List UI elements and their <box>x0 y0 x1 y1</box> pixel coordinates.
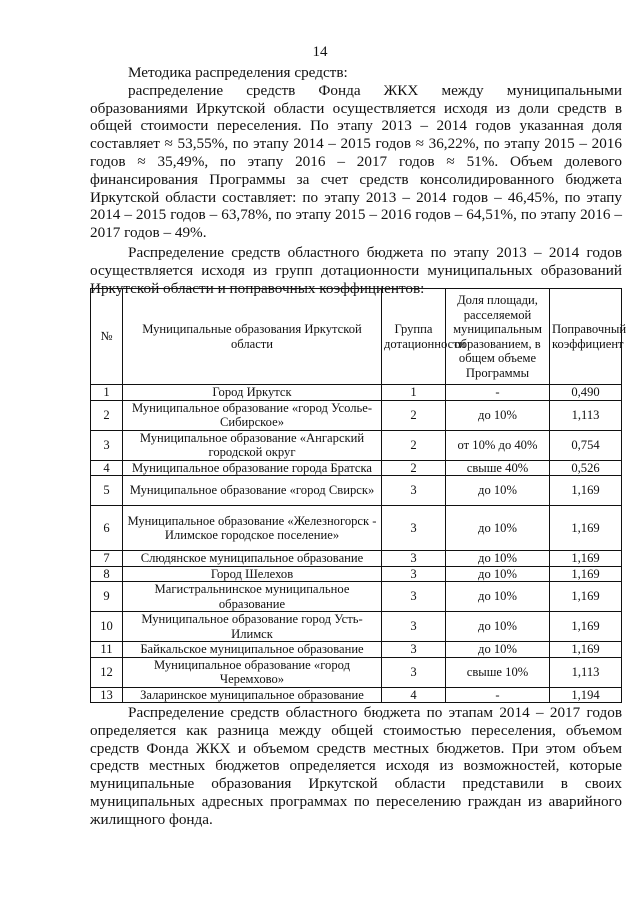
header-share: Доля площади, расселяемой муниципальным образованием, в общем объеме Программы <box>446 289 550 385</box>
row-group: 3 <box>382 566 446 582</box>
row-group: 4 <box>382 687 446 703</box>
row-municipality: Муниципальное образование город Усть-Илимск <box>123 612 382 642</box>
row-share: от 10% до 40% <box>446 430 550 460</box>
row-municipality: Байкальское муниципальное образование <box>123 642 382 658</box>
methodology-block <box>90 64 622 242</box>
row-share: до 10% <box>446 551 550 567</box>
table-row <box>91 566 622 582</box>
row-group: 3 <box>382 657 446 687</box>
table-row <box>91 612 622 642</box>
row-share: до 10% <box>446 506 550 551</box>
table-row <box>91 400 622 430</box>
row-group: 2 <box>382 460 446 476</box>
row-number: 13 <box>91 687 123 703</box>
table-row <box>91 430 622 460</box>
table-row <box>91 385 622 401</box>
row-municipality: Магистральнинское муниципальное образование <box>123 582 382 612</box>
row-municipality: Муниципальное образование «город Свирск» <box>123 476 382 506</box>
row-coefficient: 0,526 <box>550 460 622 476</box>
row-coefficient: 1,169 <box>550 476 622 506</box>
row-number: 3 <box>91 430 123 460</box>
row-municipality: Город Шелехов <box>123 566 382 582</box>
table-body <box>91 385 622 703</box>
table-row <box>91 551 622 567</box>
header-municipality: Муниципальные образования Иркутской области <box>123 289 382 385</box>
row-municipality: Муниципальное образование «Ангарский городской округ <box>123 430 382 460</box>
row-coefficient: 1,169 <box>550 642 622 658</box>
table-row <box>91 460 622 476</box>
row-share: до 10% <box>446 642 550 658</box>
row-group: 3 <box>382 612 446 642</box>
table-header-row <box>91 289 622 385</box>
header-group: Группа дотационности <box>382 289 446 385</box>
distribution-paragraph: Распределение средств областного бюджета по этапу 2013 – 2014 годов осуществляется исходя из групп дотационности муниципальных образований Иркутской области и поправочных коэффициентов: <box>90 244 622 297</box>
row-share: до 10% <box>446 476 550 506</box>
table-row <box>91 687 622 703</box>
row-coefficient: 1,169 <box>550 582 622 612</box>
coefficients-table <box>90 288 627 703</box>
row-municipality: Город Иркутск <box>123 385 382 401</box>
row-number: 2 <box>91 400 123 430</box>
row-share: - <box>446 687 550 703</box>
header-number: № <box>91 289 123 385</box>
methodology-heading: Методика распределения средств: <box>128 64 348 81</box>
row-share: до 10% <box>446 566 550 582</box>
row-group: 3 <box>382 506 446 551</box>
row-coefficient: 1,113 <box>550 400 622 430</box>
row-group: 3 <box>382 476 446 506</box>
row-municipality: Муниципальное образование города Братска <box>123 460 382 476</box>
row-group: 3 <box>382 551 446 567</box>
row-group: 3 <box>382 642 446 658</box>
row-municipality: Слюдянское муниципальное образование <box>123 551 382 567</box>
table-row <box>91 642 622 658</box>
row-number: 8 <box>91 566 123 582</box>
row-group: 1 <box>382 385 446 401</box>
row-coefficient: 0,754 <box>550 430 622 460</box>
row-coefficient: 1,169 <box>550 612 622 642</box>
table-row <box>91 657 622 687</box>
row-municipality: Муниципальное образование «город Усолье-Сибирское» <box>123 400 382 430</box>
row-number: 10 <box>91 612 123 642</box>
row-share: до 10% <box>446 612 550 642</box>
row-number: 4 <box>91 460 123 476</box>
row-municipality: Муниципальное образование «Железногорск - Илимское городское поселение» <box>123 506 382 551</box>
methodology-paragraph: распределение средств Фонда ЖКХ между муниципальными образованиями Иркутской области осуществляется исходя из доли средств в общей стоимости переселения. По этапу 2013 – 2014 годов указанная доля составляет ≈ 53,55%, по этапу 2014 – 2015 годов ≈ 36,22%, по этапу 2015 – 2016 годов ≈ 35,49%, по этапу 2016 – 2017 годов ≈ 51%. Объем долевого финансирования Программы за счет средств консолидированного бюджета Иркутской области составляет: по этапу 2013 – 2014 годов – 46,45%, по этапу 2014 – 2015 годов – 63,78%, по этапу 2015 – 2016 годов – 64,51%, по этапу 2016 – 2017 годов – 49%. <box>90 81 622 242</box>
row-share: свыше 10% <box>446 657 550 687</box>
row-share: свыше 40% <box>446 460 550 476</box>
row-municipality: Заларинское муниципальное образование <box>123 687 382 703</box>
row-number: 1 <box>91 385 123 401</box>
row-share: - <box>446 385 550 401</box>
row-municipality: Муниципальное образование «город Черемхово» <box>123 657 382 687</box>
table-row <box>91 506 622 551</box>
row-share: до 10% <box>446 400 550 430</box>
closing-paragraph: Распределение средств областного бюджета по этапам 2014 – 2017 годов определяется как разница между общей стоимостью переселения, объемом средств Фонда ЖКХ и объемом средств местных бюджетов. При этом объем средств местных бюджетов определяется исходя из возможностей, которые муниципальные образования Иркутской области представили в своих муниципальных адресных программах по переселению граждан из аварийного жилищного фонда. <box>90 704 622 828</box>
row-number: 12 <box>91 657 123 687</box>
row-number: 6 <box>91 506 123 551</box>
row-number: 7 <box>91 551 123 567</box>
row-group: 2 <box>382 430 446 460</box>
row-number: 9 <box>91 582 123 612</box>
table-row <box>91 582 622 612</box>
row-coefficient: 1,194 <box>550 687 622 703</box>
row-coefficient: 1,169 <box>550 506 622 551</box>
row-coefficient: 0,490 <box>550 385 622 401</box>
table-row <box>91 476 622 506</box>
row-number: 11 <box>91 642 123 658</box>
row-share: до 10% <box>446 582 550 612</box>
row-coefficient: 1,169 <box>550 566 622 582</box>
row-coefficient: 1,169 <box>550 551 622 567</box>
row-group: 2 <box>382 400 446 430</box>
row-group: 3 <box>382 582 446 612</box>
page-number: 14 <box>312 44 328 60</box>
header-coefficient: Поправочный коэффициент <box>550 289 622 385</box>
row-number: 5 <box>91 476 123 506</box>
row-coefficient: 1,113 <box>550 657 622 687</box>
